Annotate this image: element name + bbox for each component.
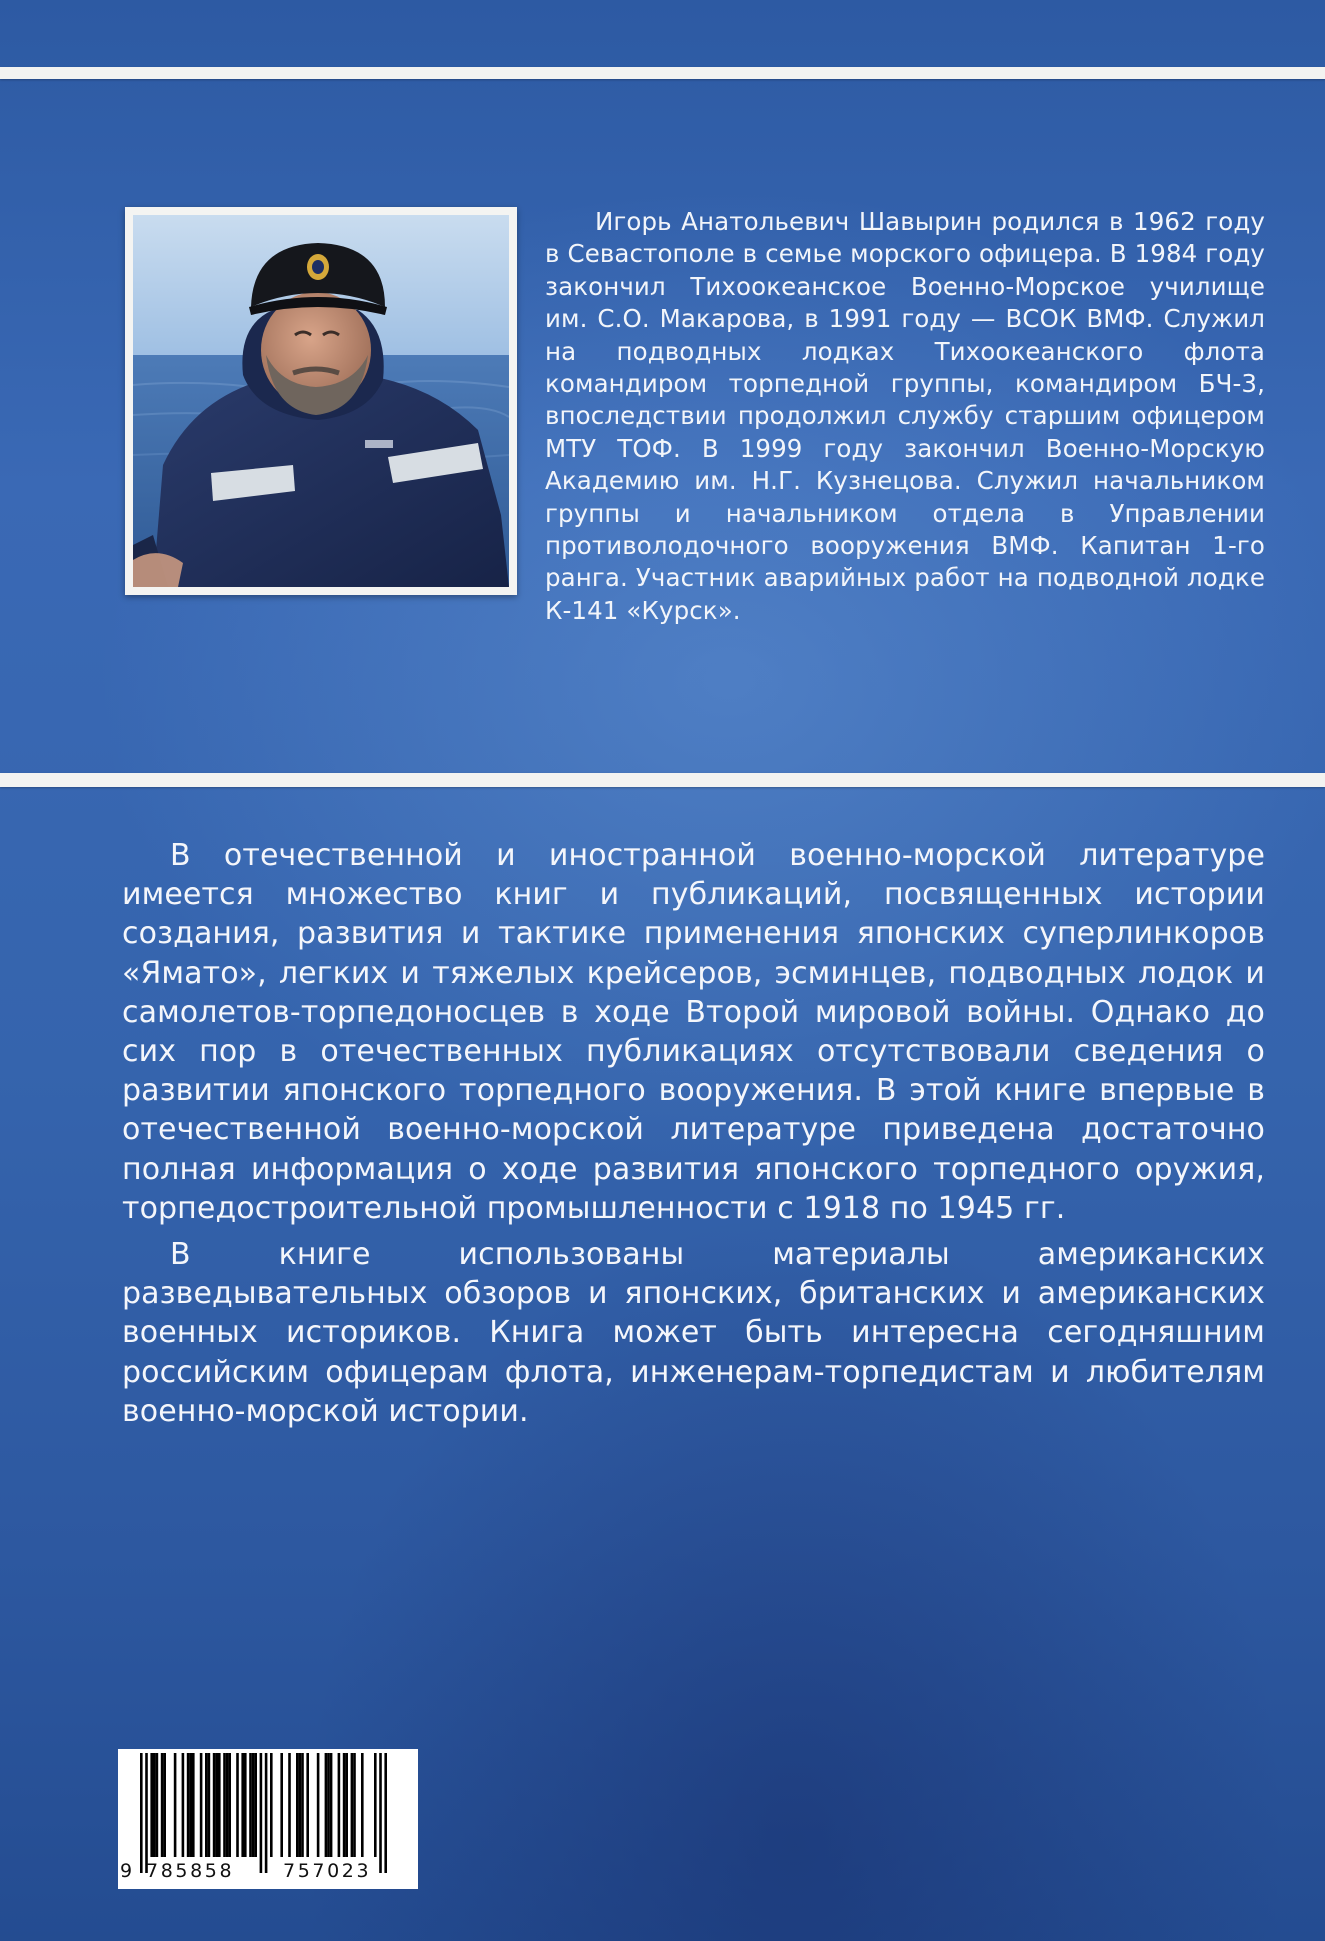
barcode-bar — [265, 1753, 268, 1873]
barcode-bar — [343, 1753, 346, 1857]
isbn-barcode — [118, 1749, 418, 1889]
barcode-bar — [270, 1753, 273, 1857]
description-paragraph-2: В книге использованы материалы американских разведывательных обзоров и японских, британских и американских военных историков. Книга может быть интересна сегодняшним российским офицерам флота, инженерам-торпедистам и любителям военно-морской истории. — [122, 1237, 1265, 1429]
barcode-bar — [223, 1753, 226, 1857]
top-white-stripe — [0, 67, 1325, 79]
barcode-bar — [150, 1753, 153, 1857]
book-description — [122, 836, 1265, 1438]
barcode-bar — [218, 1753, 221, 1857]
barcode-bar — [241, 1753, 244, 1857]
barcode-bar — [254, 1753, 257, 1857]
barcode-first-digit: 9 — [120, 1860, 133, 1882]
barcode-bar — [296, 1753, 299, 1857]
barcode-digits — [118, 1858, 418, 1886]
barcode-left-group: 785858 — [146, 1860, 235, 1882]
barcode-bar — [182, 1753, 185, 1857]
barcode-bar — [327, 1753, 330, 1857]
barcode-bar — [187, 1753, 190, 1857]
barcode-bar — [208, 1753, 211, 1857]
barcode-bar — [140, 1753, 143, 1873]
description-paragraph-1: В отечественной и иностранной военно-морской литературе имеется множество книг и публикаций, посвященных истории создания, развития и тактике применения японских суперлинкоров «Ямато», легких и тяжелых крейсеров, эсминцев, подводных лодок и самолетов-торпедоносцев в ходе Второй мировой войны. Однако до сих пор в отечественных публикациях отсутствовали сведения о развитии японского торпедного вооружения. В этой книге впервые в отечественной военно-морской литературе приведена достаточно полная информация о ходе развития японского торпедного оружия, торпедостроительной промышленности с 1918 по 1945 гг. — [122, 838, 1265, 1226]
barcode-bar — [384, 1753, 387, 1873]
barcode-bar — [192, 1753, 195, 1857]
barcode-bar — [374, 1753, 377, 1857]
barcode-bar — [244, 1753, 247, 1857]
barcode-bar — [153, 1753, 156, 1857]
barcode-bar — [338, 1753, 341, 1857]
author-biography: Игорь Анатольевич Шавырин родился в 1962 году в Севастополе в семье морского офицера. В 1984 году закончил Тихоокеанское Военно-Морское училище им. С.О. Макарова, в 1991 году — ВСОК ВМФ. Служил на подводных лодках Тихоокеанского флота командиром торпедной группы, командиром БЧ-3, впоследствии продолжил службу старшим офицером МТУ ТОФ. В 1999 году закончил Военно-Морскую Академию им. Н.Г. Кузнецова. Служил начальником группы и начальником отдела в Управлении противолодочного вооружения ВМФ. Капитан 1-го ранга. Участник аварийных работ на подводной лодке К-141 «Курск». — [545, 207, 1265, 625]
author-photo — [133, 215, 509, 587]
barcode-bar — [213, 1753, 216, 1857]
middle-white-stripe — [0, 773, 1325, 787]
barcode-bar — [330, 1753, 333, 1857]
barcode-bar — [236, 1753, 239, 1857]
barcode-right-group: 757023 — [283, 1860, 372, 1882]
barcode-bar — [353, 1753, 356, 1857]
barcode-bar — [189, 1753, 192, 1857]
barcode-bar — [260, 1753, 263, 1873]
barcode-bar — [351, 1753, 354, 1857]
barcode-bar — [145, 1753, 148, 1873]
barcode-bar — [379, 1753, 382, 1873]
barcode-bar — [200, 1753, 203, 1857]
barcode-bar — [317, 1753, 320, 1857]
barcode-bar — [226, 1753, 229, 1857]
barcode-bar — [288, 1753, 291, 1857]
barcode-bar — [280, 1753, 283, 1857]
barcode-bar — [345, 1753, 348, 1857]
barcode-bar — [163, 1753, 166, 1857]
barcode-bar — [156, 1753, 159, 1857]
barcode-bar — [252, 1753, 255, 1857]
barcode-bar — [306, 1753, 309, 1857]
barcode-bar — [228, 1753, 231, 1857]
barcode-bar — [299, 1753, 302, 1857]
barcode-bar — [325, 1753, 328, 1857]
barcode-bar — [215, 1753, 218, 1857]
barcode-bar — [174, 1753, 177, 1857]
barcode-bar — [249, 1753, 252, 1857]
barcode-bar — [205, 1753, 208, 1857]
barcode-bar — [301, 1753, 304, 1857]
barcode-bar — [161, 1753, 164, 1857]
barcode-bar — [361, 1753, 364, 1857]
author-photo-frame — [125, 207, 517, 595]
